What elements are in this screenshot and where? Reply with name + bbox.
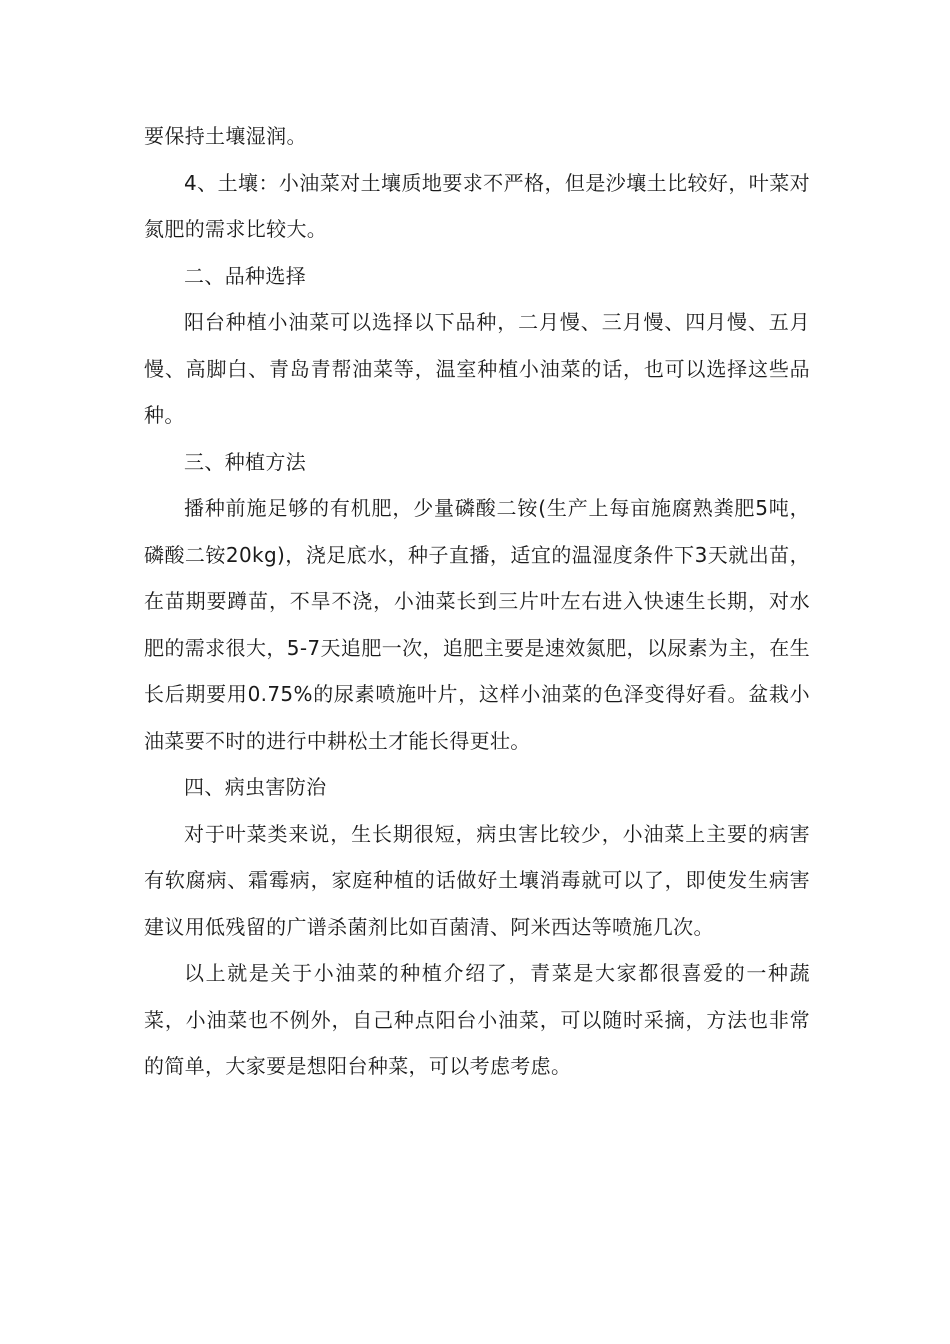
paragraph-pest: 对于叶菜类来说，生长期很短，病虫害比较少，小油菜上主要的病害有软腐病、霜霉病，家庭种植的话做好土壤消毒就可以了，即使发生病害建议用低残留的广谱杀菌剂比如百菌清、阿米西达等喷施几次。: [144, 821, 810, 939]
section-heading-method: 三、种植方法: [184, 449, 307, 474]
section-heading-variety: 二、品种选择: [184, 263, 307, 288]
paragraph-continuation: 要保持土壤湿润。: [144, 124, 307, 148]
section-heading-pest: 四、病虫害防治: [184, 775, 327, 799]
paragraph-conclusion: 以上就是关于小油菜的种植介绍了，青菜是大家都很喜爱的一种蔬菜，小油菜也不例外，自己种点阳台小油菜，可以随时采摘，方法也非常的简单，大家要是想阳台种菜，可以考虑考虑。: [144, 961, 810, 1078]
paragraph-method: 播种前施足够的有机肥，少量磷酸二铵(生产上每亩施腐熟粪肥5吨，磷酸二铵20kg)，浇足底水，种子直播，适宜的温湿度条件下3天就出苗，在苗期要蹲苗，不旱不浇，小油菜长到三片叶左右进入快速生长期，对水肥的需求很大，5-7天追肥一次，追肥主要是速效氮肥，以尿素为主，在生长后期要用0.75%的尿素喷施叶片，这样小油菜的色泽变得好看。盆栽小油菜要不时的进行中耕松土才能长得更壮。: [144, 496, 810, 753]
document-body: [144, 113, 810, 1090]
paragraph-soil: 4、土壤：小油菜对土壤质地要求不严格，但是沙壤土比较好，叶菜对氮肥的需求比较大。: [144, 170, 810, 241]
paragraph-variety: 阳台种植小油菜可以选择以下品种，二月慢、三月慢、四月慢、五月慢、高脚白、青岛青帮油菜等，温室种植小油菜的话，也可以选择这些品种。: [144, 310, 810, 427]
